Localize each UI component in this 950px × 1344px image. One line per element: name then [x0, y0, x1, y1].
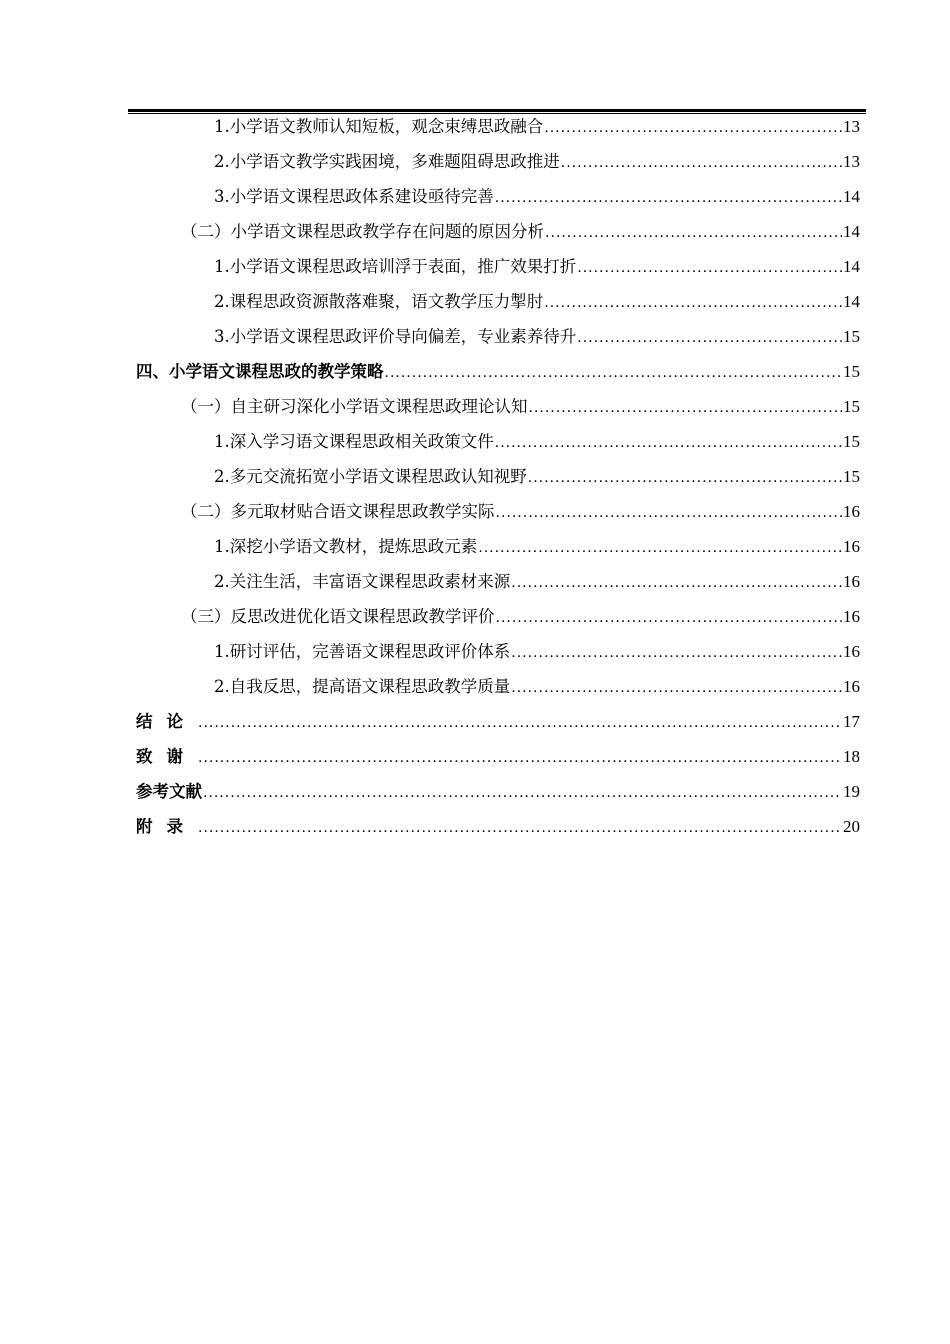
dot-leader [544, 114, 842, 142]
dot-leader [198, 814, 842, 842]
toc-entry[interactable] [136, 533, 860, 568]
dot-leader [496, 604, 843, 632]
toc-entry-title: （二）多元取材贴合语文课程思政教学实际 [181, 502, 495, 521]
toc-entry-title: 结论 [136, 712, 197, 731]
dot-leader [511, 674, 842, 702]
toc-page-number: 17 [843, 712, 860, 731]
toc-page-number: 13 [843, 152, 860, 171]
toc-entry-title: （二）小学语文课程思政教学存在问题的原因分析 [181, 222, 544, 241]
toc-entry[interactable] [136, 778, 860, 813]
dot-leader [577, 254, 842, 282]
dot-leader [529, 394, 843, 422]
dot-leader [203, 779, 842, 807]
dot-leader [561, 149, 842, 177]
toc-entry-title: 2.多元交流拓宽小学语文课程思政认知视野 [214, 467, 527, 486]
toc-entry[interactable] [136, 113, 860, 148]
toc-page-number: 15 [843, 362, 860, 381]
table-of-contents [136, 113, 860, 848]
toc-page-number: 16 [843, 572, 860, 591]
dot-leader [496, 499, 843, 527]
toc-entry-title: 附录 [136, 817, 197, 836]
toc-page-number: 16 [843, 502, 860, 521]
toc-entry-title: 1.小学语文教师认知短板，观念束缚思政融合 [214, 117, 544, 136]
toc-page-number: 18 [843, 747, 860, 766]
toc-entry[interactable] [136, 708, 860, 743]
toc-entry[interactable] [136, 568, 860, 603]
toc-entry-title: （三）反思改进优化语文课程思政教学评价 [181, 607, 495, 626]
toc-entry-title: 1.深入学习语文课程思政相关政策文件 [214, 432, 494, 451]
dot-leader [544, 289, 842, 317]
toc-entry[interactable] [136, 358, 860, 393]
dot-leader [495, 184, 842, 212]
toc-entry-title: 2.关注生活，丰富语文课程思政素材来源 [214, 572, 511, 591]
toc-page-number: 16 [843, 537, 860, 556]
dot-leader [198, 744, 842, 772]
dot-leader [385, 359, 843, 387]
toc-entry[interactable] [136, 673, 860, 708]
toc-page-number: 14 [843, 257, 860, 276]
toc-page-number: 14 [843, 187, 860, 206]
toc-page-number: 15 [843, 432, 860, 451]
toc-page-number: 15 [843, 327, 860, 346]
toc-entry-title: 2.自我反思，提高语文课程思政教学质量 [214, 677, 511, 696]
toc-page-number: 20 [843, 817, 860, 836]
toc-page-number: 13 [843, 117, 860, 136]
toc-page-number: 16 [843, 642, 860, 661]
toc-entry[interactable] [136, 183, 860, 218]
toc-entry-title: 2.课程思政资源散落难聚，语文教学压力掣肘 [214, 292, 544, 311]
toc-entry[interactable] [136, 148, 860, 183]
toc-entry-title: 1.深挖小学语文教材，提炼思政元素 [214, 537, 478, 556]
toc-entry[interactable] [136, 288, 860, 323]
dot-leader [198, 709, 842, 737]
toc-entry-title: 1.研讨评估，完善语文课程思政评价体系 [214, 642, 511, 661]
toc-entry-title: 四、小学语文课程思政的教学策略 [136, 362, 384, 381]
toc-page-number: 16 [843, 677, 860, 696]
dot-leader [495, 429, 842, 457]
header-rule [128, 109, 866, 112]
toc-entry[interactable] [136, 463, 860, 498]
toc-entry-title: 3.小学语文课程思政评价导向偏差，专业素养待升 [214, 327, 577, 346]
toc-entry[interactable] [136, 603, 860, 638]
toc-entry[interactable] [136, 498, 860, 533]
toc-entry[interactable] [136, 813, 860, 848]
toc-entry[interactable] [136, 393, 860, 428]
toc-entry-title: 1.小学语文课程思政培训浮于表面，推广效果打折 [214, 257, 577, 276]
toc-entry[interactable] [136, 743, 860, 778]
dot-leader [528, 464, 842, 492]
toc-entry[interactable] [136, 218, 860, 253]
dot-leader [478, 534, 842, 562]
dot-leader [511, 639, 842, 667]
toc-entry[interactable] [136, 253, 860, 288]
toc-page-number: 16 [843, 607, 860, 626]
toc-page-number: 19 [843, 782, 860, 801]
dot-leader [577, 324, 842, 352]
toc-entry-title: 致谢 [136, 747, 197, 766]
toc-page-number: 14 [843, 222, 860, 241]
toc-page-number: 15 [843, 397, 860, 416]
dot-leader [511, 569, 842, 597]
toc-entry[interactable] [136, 428, 860, 463]
toc-entry-title: 3.小学语文课程思政体系建设亟待完善 [214, 187, 494, 206]
toc-page-number: 15 [843, 467, 860, 486]
toc-entry-title: 2.小学语文教学实践困境，多难题阻碍思政推进 [214, 152, 560, 171]
toc-entry-title: 参考文献 [136, 782, 202, 801]
dot-leader [545, 219, 842, 247]
toc-entry[interactable] [136, 638, 860, 673]
toc-entry-title: （一）自主研习深化小学语文课程思政理论认知 [181, 397, 528, 416]
toc-page-number: 14 [843, 292, 860, 311]
toc-entry[interactable] [136, 323, 860, 358]
